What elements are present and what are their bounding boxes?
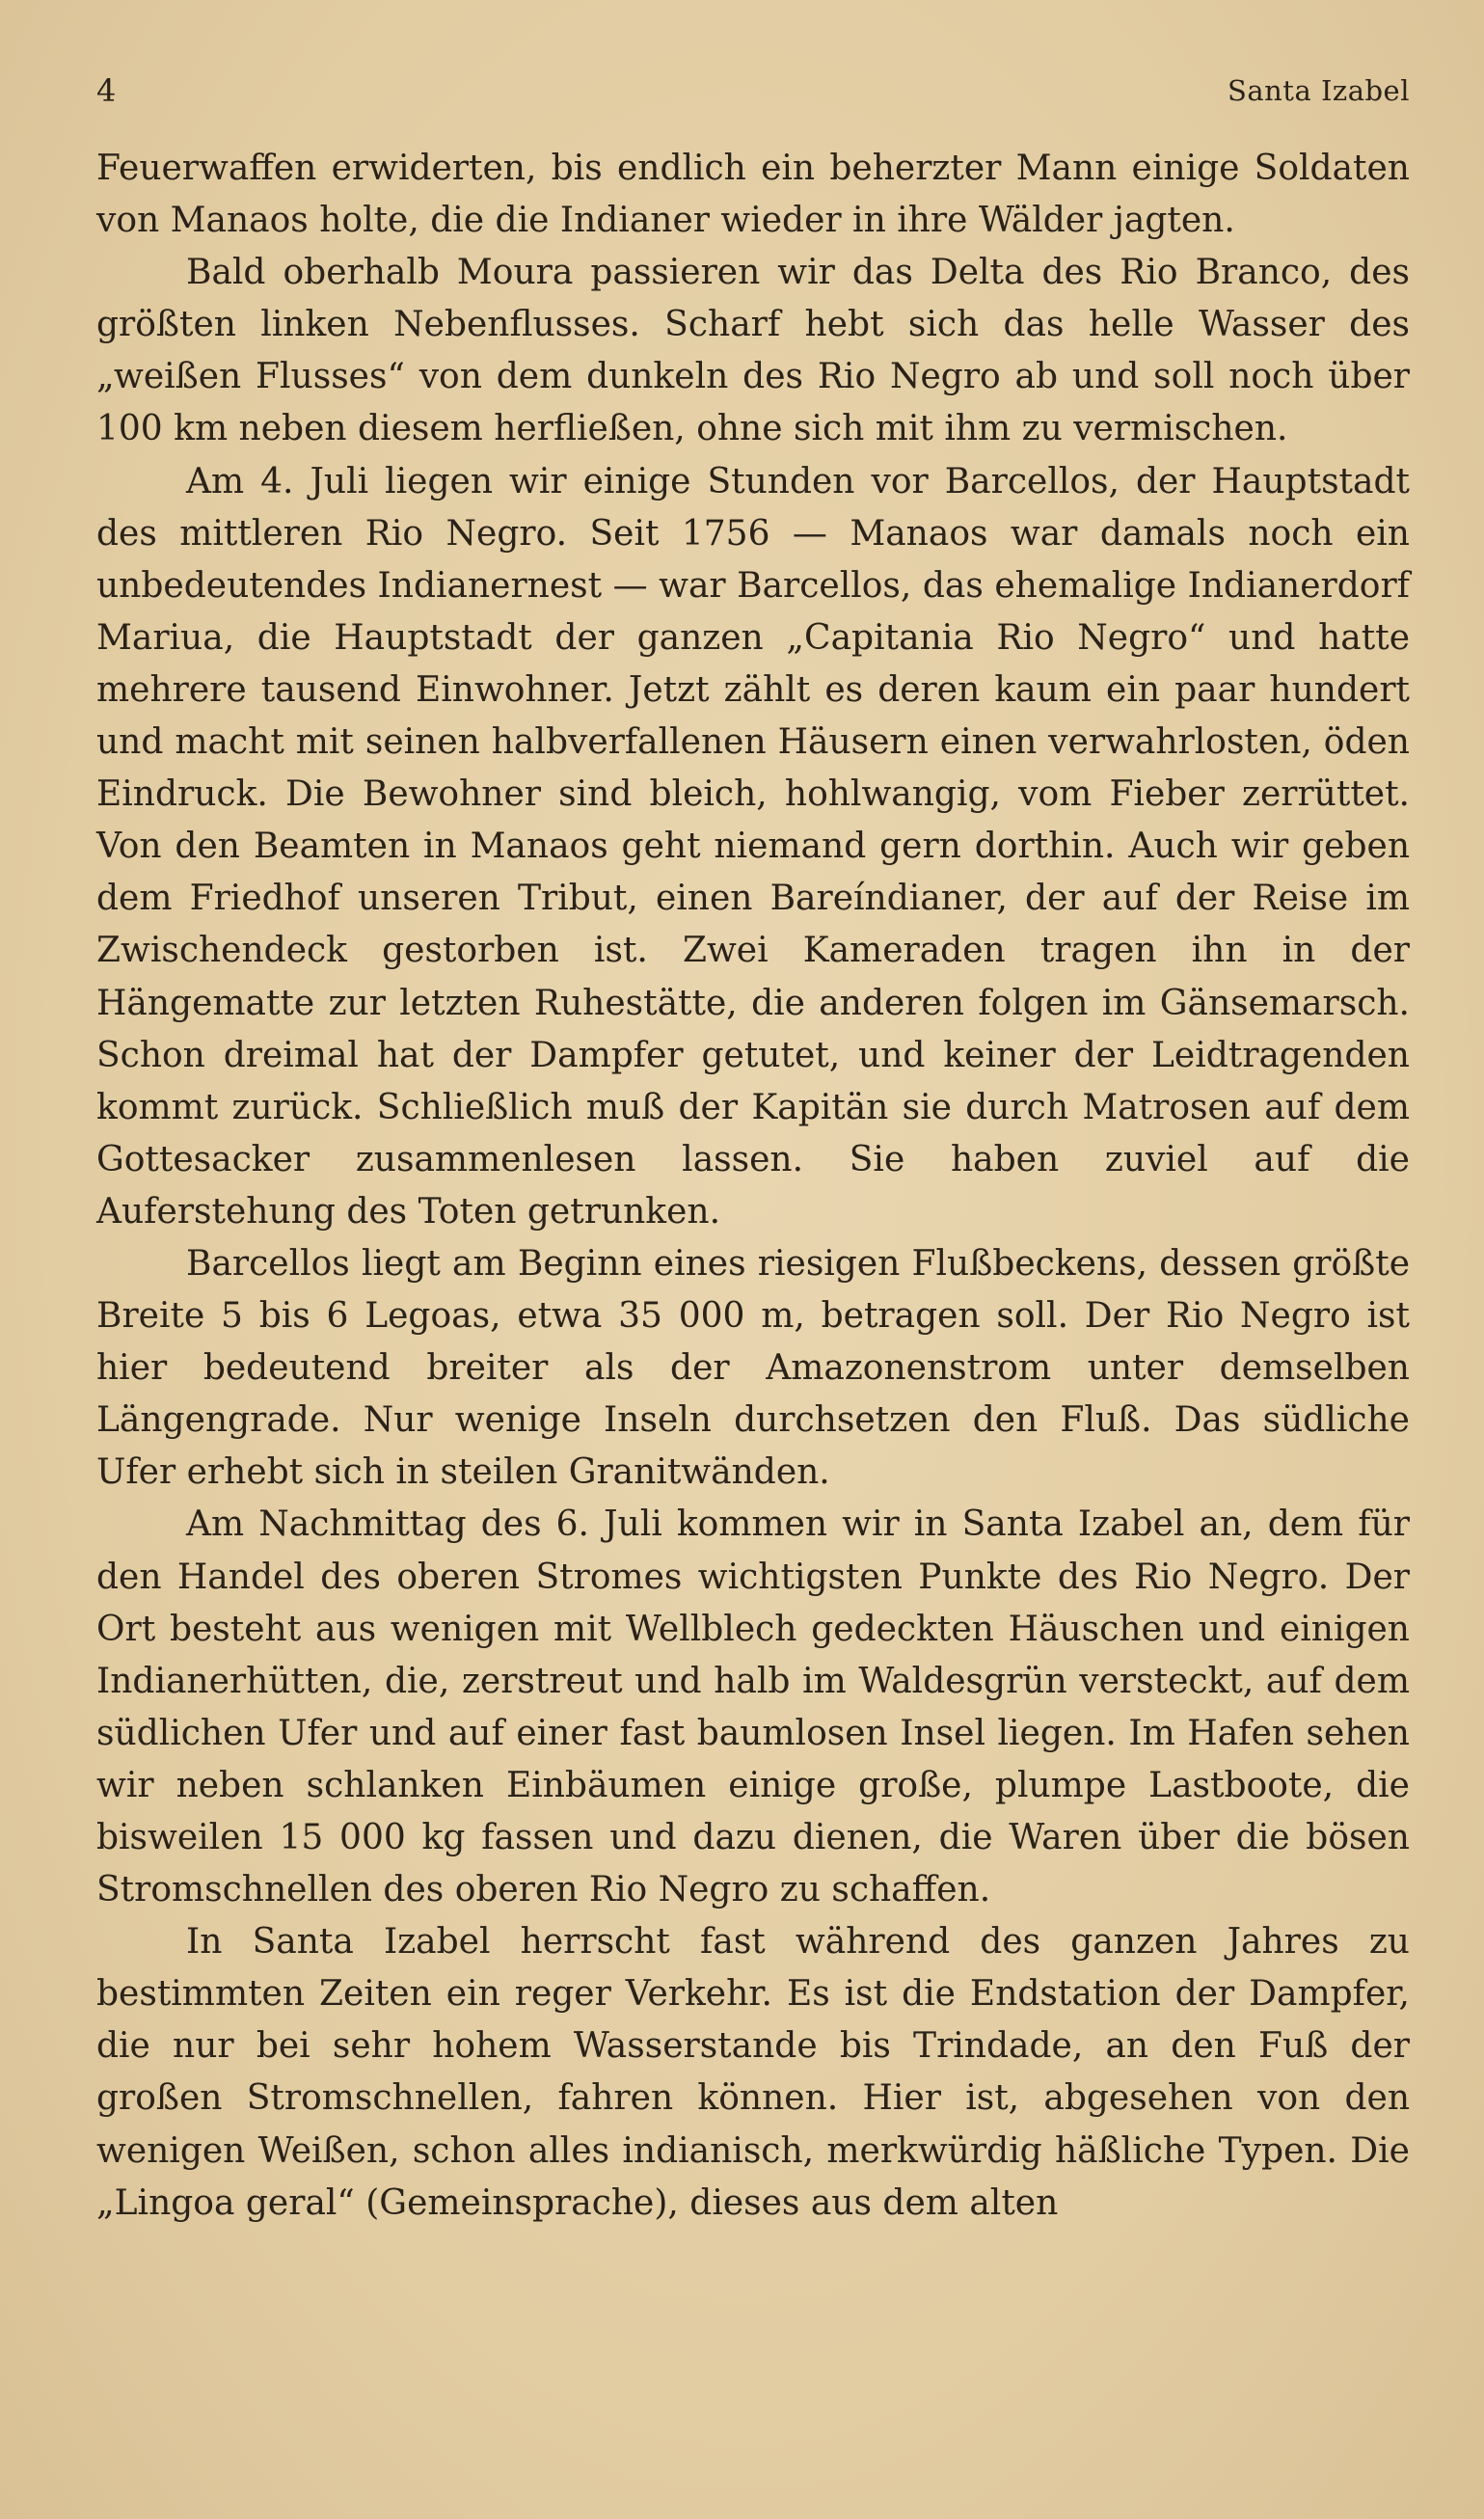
paragraph-2: Bald oberhalb Moura passieren wir das Delta des Rio Branco, des größten linken Nebenflusses. Scharf hebt sich das helle Wasser des „weißen Flusses“ von dem dunkeln des Rio Negro ab und soll noch über 100 km neben diesem herfließen, ohne sich mit ihm zu vermischen. (96, 253, 1410, 449)
paragraph-5: Am Nachmittag des 6. Juli kommen wir in Santa Izabel an, dem für den Handel des oberen Stromes wichtigsten Punkte des Rio Negro. Der Ort besteht aus wenigen mit Wellblech gedeckten Häuschen und einigen Indianerhütten, die, zerstreut und halb im Waldesgrün versteckt, auf dem südlichen Ufer und auf einer fast baumlosen Insel liegen. Im Hafen sehen wir neben schlanken Einbäumen einige große, plumpe Lastboote, die bisweilen 15 000 kg fassen und dazu dienen, die Waren über die bösen Stromschnellen des oberen Rio Negro zu schaffen. (96, 1504, 1410, 1910)
page-header (96, 69, 1410, 112)
paragraph-6: In Santa Izabel herrscht fast während des ganzen Jahres zu bestimmten Zeiten ein reger Verkehr. Es ist die Endstation der Dampfer, die nur bei sehr hohem Wasserstande bis Trindade, an den Fuß der großen Stromschnellen, fahren können. Hier ist, abgesehen von den wenigen Weißen, schon alles indianisch, merkwürdig häßliche Typen. Die „Lingoa geral“ (Gemeinsprache), dieses aus dem alten (96, 1922, 1410, 2223)
page-number: 4 (96, 72, 117, 109)
paragraph-1: Feuerwaffen erwiderten, bis endlich ein beherzter Mann einige Soldaten von Manaos holte, die die Indianer wieder in ihre Wälder jagten. (96, 149, 1410, 241)
body-text (96, 143, 1410, 2230)
paragraph-3: Am 4. Juli liegen wir einige Stunden vor Barcellos, der Hauptstadt des mittleren Rio Negro. Seit 1756 — Manaos war damals noch ein unbedeutendes Indianernest — war Barcellos, das ehemalige Indianerdorf Mariua, die Hauptstadt der ganzen „Capitania Rio Negro“ und hatte mehrere tausend Einwohner. Jetzt zählt es deren kaum ein paar hundert und macht mit seinen halbverfallenen Häusern einen verwahrlosten, öden Eindruck. Die Bewohner sind bleich, hohlwangig, vom Fieber zerrüttet. Von den Beamten in Manaos geht niemand gern dorthin. Auch wir geben dem Friedhof unseren Tribut, einen Bareíndianer, der auf der Reise im Zwischendeck gestorben ist. Zwei Kameraden tragen ihn in der Hängematte zur letzten Ruhestätte, die anderen folgen im Gänsemarsch. Schon dreimal hat der Dampfer getutet, und keiner der Leidtragenden kommt zurück. Schließlich muß der Kapitän sie durch Matrosen auf dem Gottesacker zusammenlesen lassen. Sie haben zuviel auf die Auferstehung des Toten getrunken. (96, 461, 1410, 1232)
running-title: Santa Izabel (1227, 74, 1410, 107)
paragraph-4: Barcellos liegt am Beginn eines riesigen Flußbeckens, dessen größte Breite 5 bis 6 Legoas, etwa 35 000 m, betragen soll. Der Rio Negro ist hier bedeutend breiter als der Amazonenstrom unter demselben Längengrade. Nur wenige Inseln durchsetzen den Fluß. Das südliche Ufer erhebt sich in steilen Granitwänden. (96, 1243, 1410, 1493)
